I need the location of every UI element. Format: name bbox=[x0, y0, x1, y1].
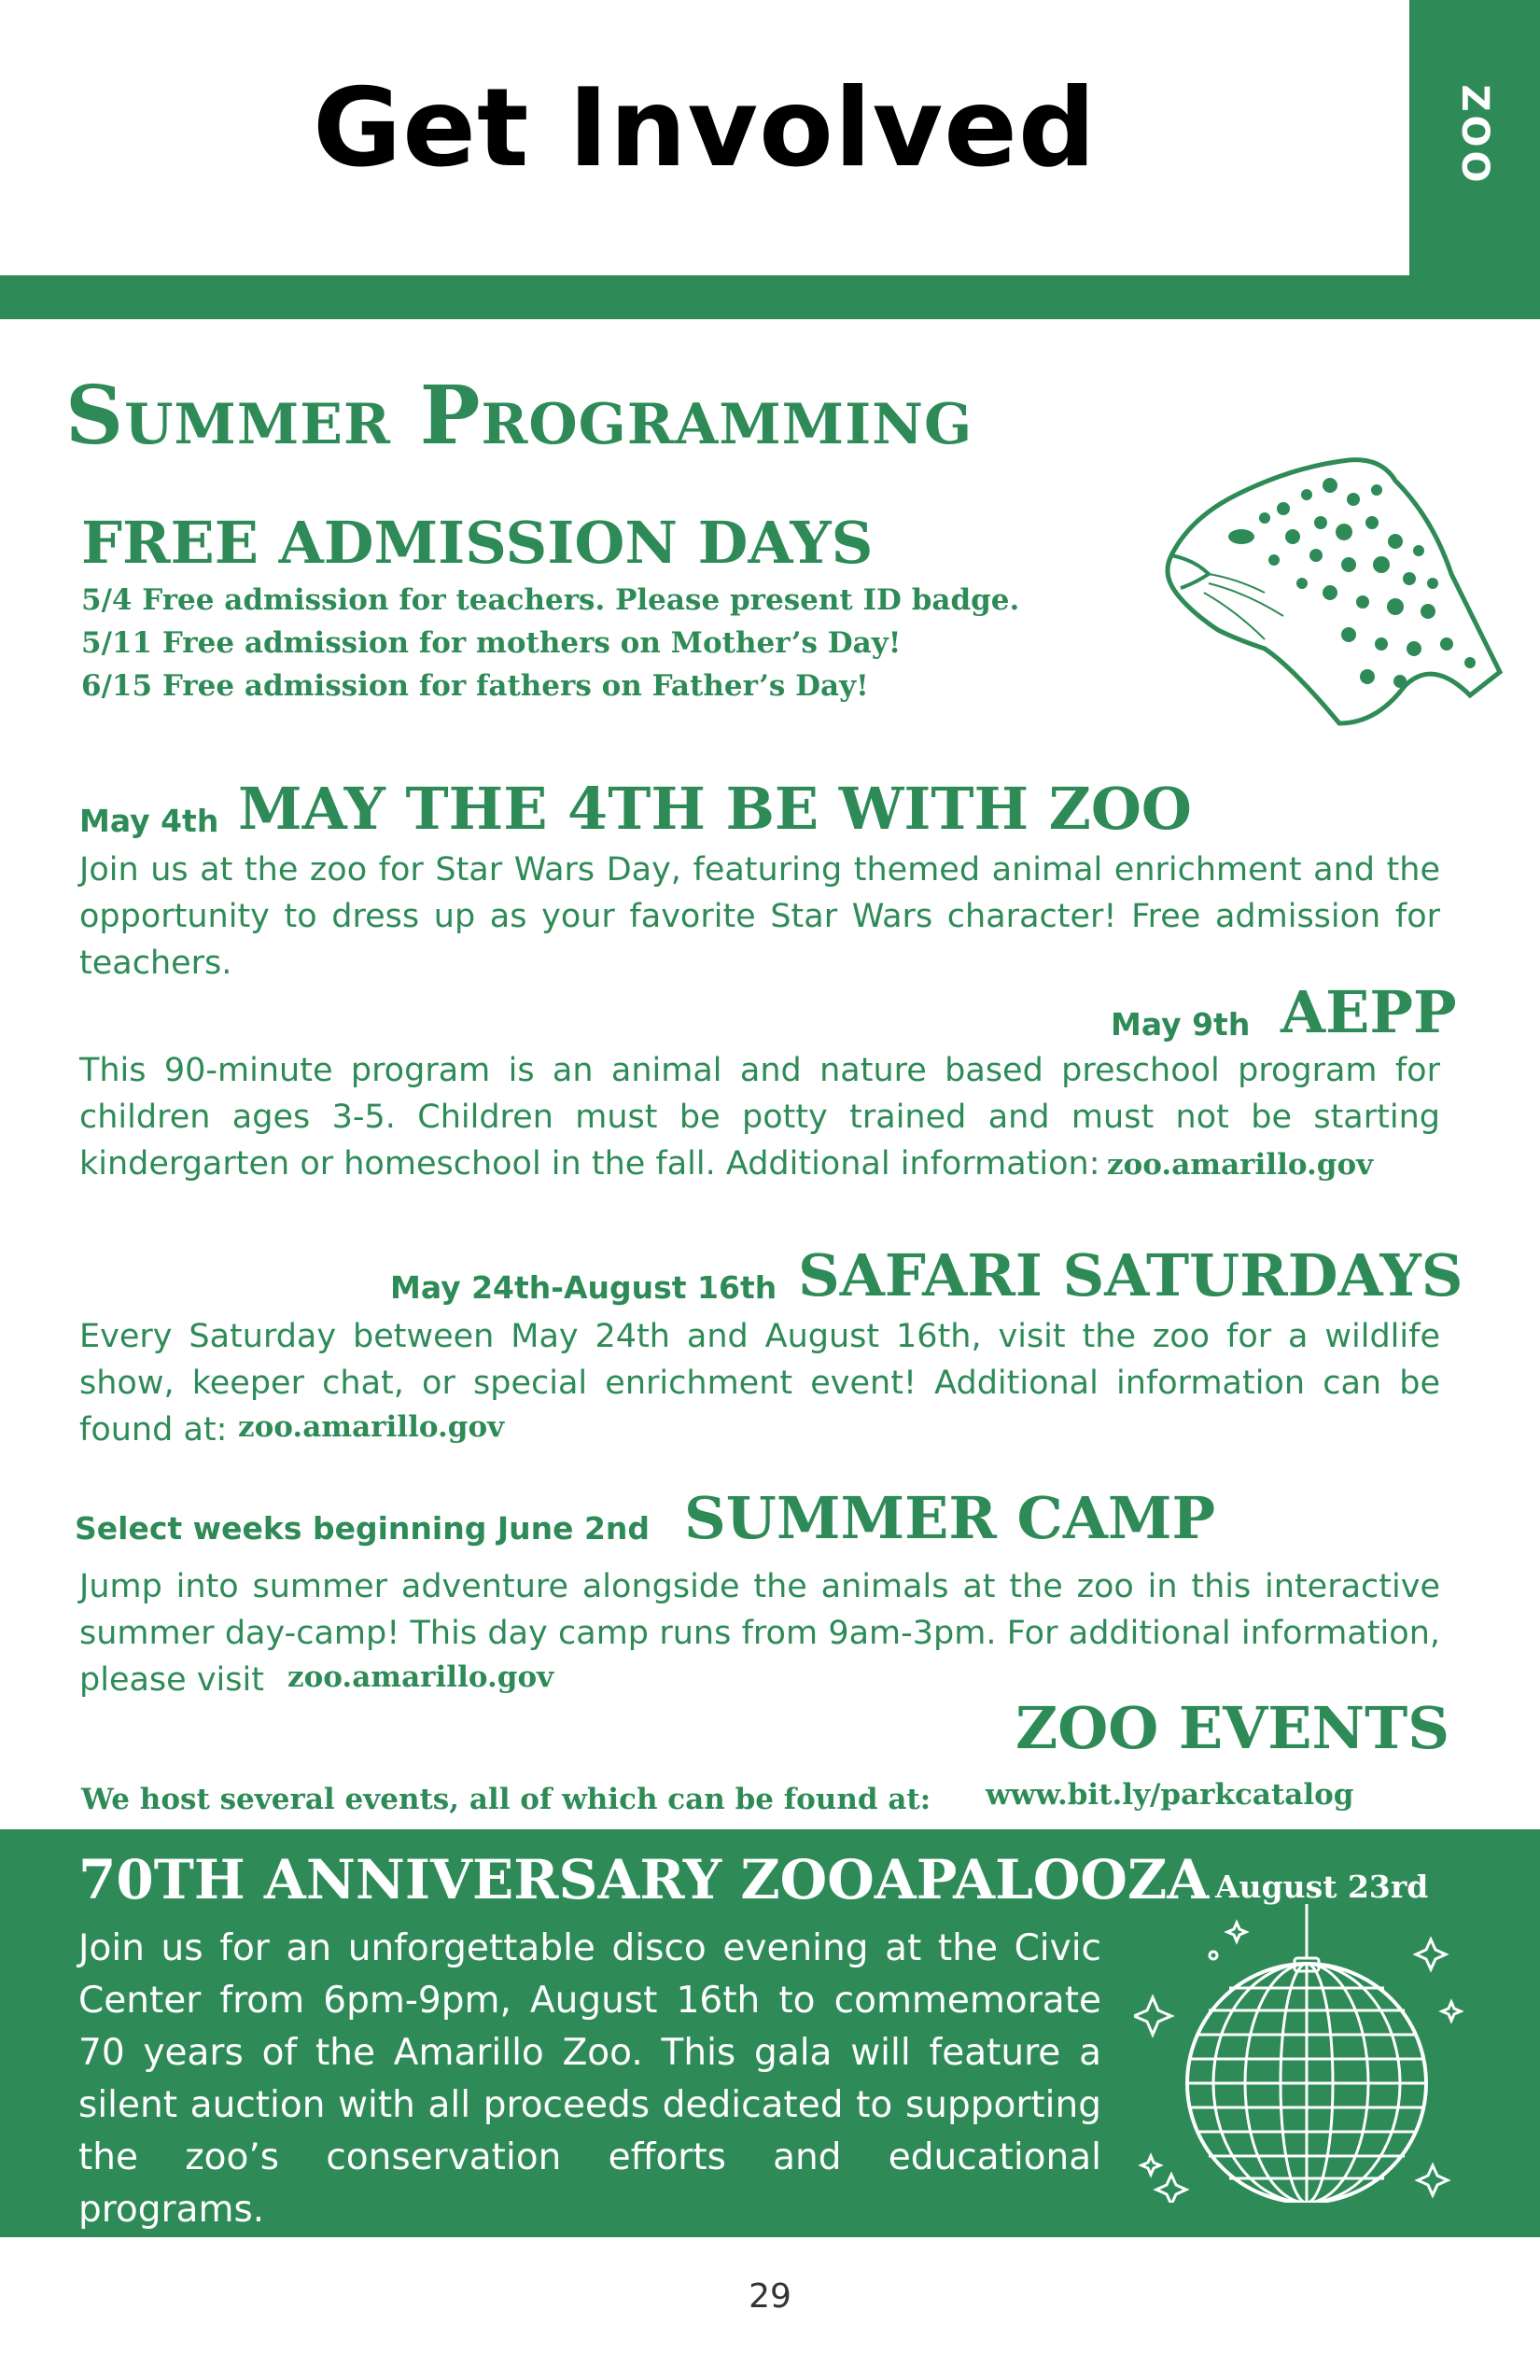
event-date: May 4th bbox=[79, 803, 219, 839]
disco-ball-icon bbox=[1134, 1904, 1470, 2203]
event-description: Every Saturday between May 24th and August 16th, visit the zoo for a wildlife show, keeper chat, or special enrichment event! Additional information can be found at: bbox=[79, 1318, 1440, 1449]
gala-date: August 23rd bbox=[1215, 1869, 1429, 1905]
info-link[interactable]: zoo.amarillo.gov bbox=[287, 1660, 554, 1694]
event-date: May 9th bbox=[1111, 1006, 1251, 1043]
free-days-heading: FREE ADMISSION DAYS bbox=[81, 509, 874, 577]
event-title: SAFARI SATURDAYS bbox=[798, 1241, 1463, 1309]
free-day-item: 6/15 Free admission for fathers on Father’s Day! bbox=[81, 669, 869, 703]
zoo-events-link[interactable]: www.bit.ly/parkcatalog bbox=[986, 1778, 1354, 1812]
section-title: Summer Programming bbox=[65, 369, 973, 463]
zoo-events-title: ZOO EVENTS bbox=[1015, 1694, 1450, 1762]
gala-title: 70TH ANNIVERSARY ZOOAPALOOZA bbox=[78, 1848, 1210, 1911]
gala-description: Join us for an unforgettable disco evening at the Civic Center from 6pm-9pm, August 16th to commemorate 70 years of the Amarillo Zoo. This gala will feature a silent auction with all proceeds dedicated to supporting the zoo’s conservation efforts and educational programs. bbox=[78, 1927, 1101, 2231]
event-title: MAY THE 4TH BE WITH ZOO bbox=[238, 775, 1192, 843]
event-title: SUMMER CAMP bbox=[684, 1484, 1216, 1552]
zoo-events-text: We host several events, all of which can be found at: bbox=[81, 1783, 931, 1816]
free-day-item: 5/11 Free admission for mothers on Mother’s Day! bbox=[81, 626, 902, 660]
section-tab-label: ZOO bbox=[1453, 84, 1496, 187]
info-link[interactable]: zoo.amarillo.gov bbox=[1107, 1148, 1374, 1182]
event-date: Select weeks beginning June 2nd bbox=[75, 1510, 651, 1547]
info-link[interactable]: zoo.amarillo.gov bbox=[238, 1410, 505, 1444]
gala-band bbox=[0, 1829, 1540, 2237]
header-divider-band bbox=[0, 275, 1540, 319]
event-date: May 24th-August 16th bbox=[390, 1269, 777, 1306]
free-day-item: 5/4 Free admission for teachers. Please present ID badge. bbox=[81, 583, 1020, 617]
leopard-illustration bbox=[1153, 453, 1507, 737]
section-tab bbox=[1409, 0, 1540, 317]
event-description: Join us at the zoo for Star Wars Day, featuring themed animal enrichment and the opportunity to dress up as your favorite Star Wars character! Free admission for teachers. bbox=[79, 851, 1440, 982]
event-description: Jump into summer adventure alongside the animals at the zoo in this interactive summer day-camp! This day camp runs from 9am-3pm. For additional information, please visit bbox=[79, 1568, 1440, 1699]
event-title: AEPP bbox=[1281, 978, 1457, 1046]
page-number: 29 bbox=[749, 2277, 791, 2316]
event-description: This 90-minute program is an animal and nature based preschool program for children ages 3-5. Children must be potty trained and must not be starting kindergarten or homeschool in the fall. Additional information: bbox=[79, 1052, 1440, 1183]
page-title: Get Involved bbox=[313, 65, 1097, 191]
